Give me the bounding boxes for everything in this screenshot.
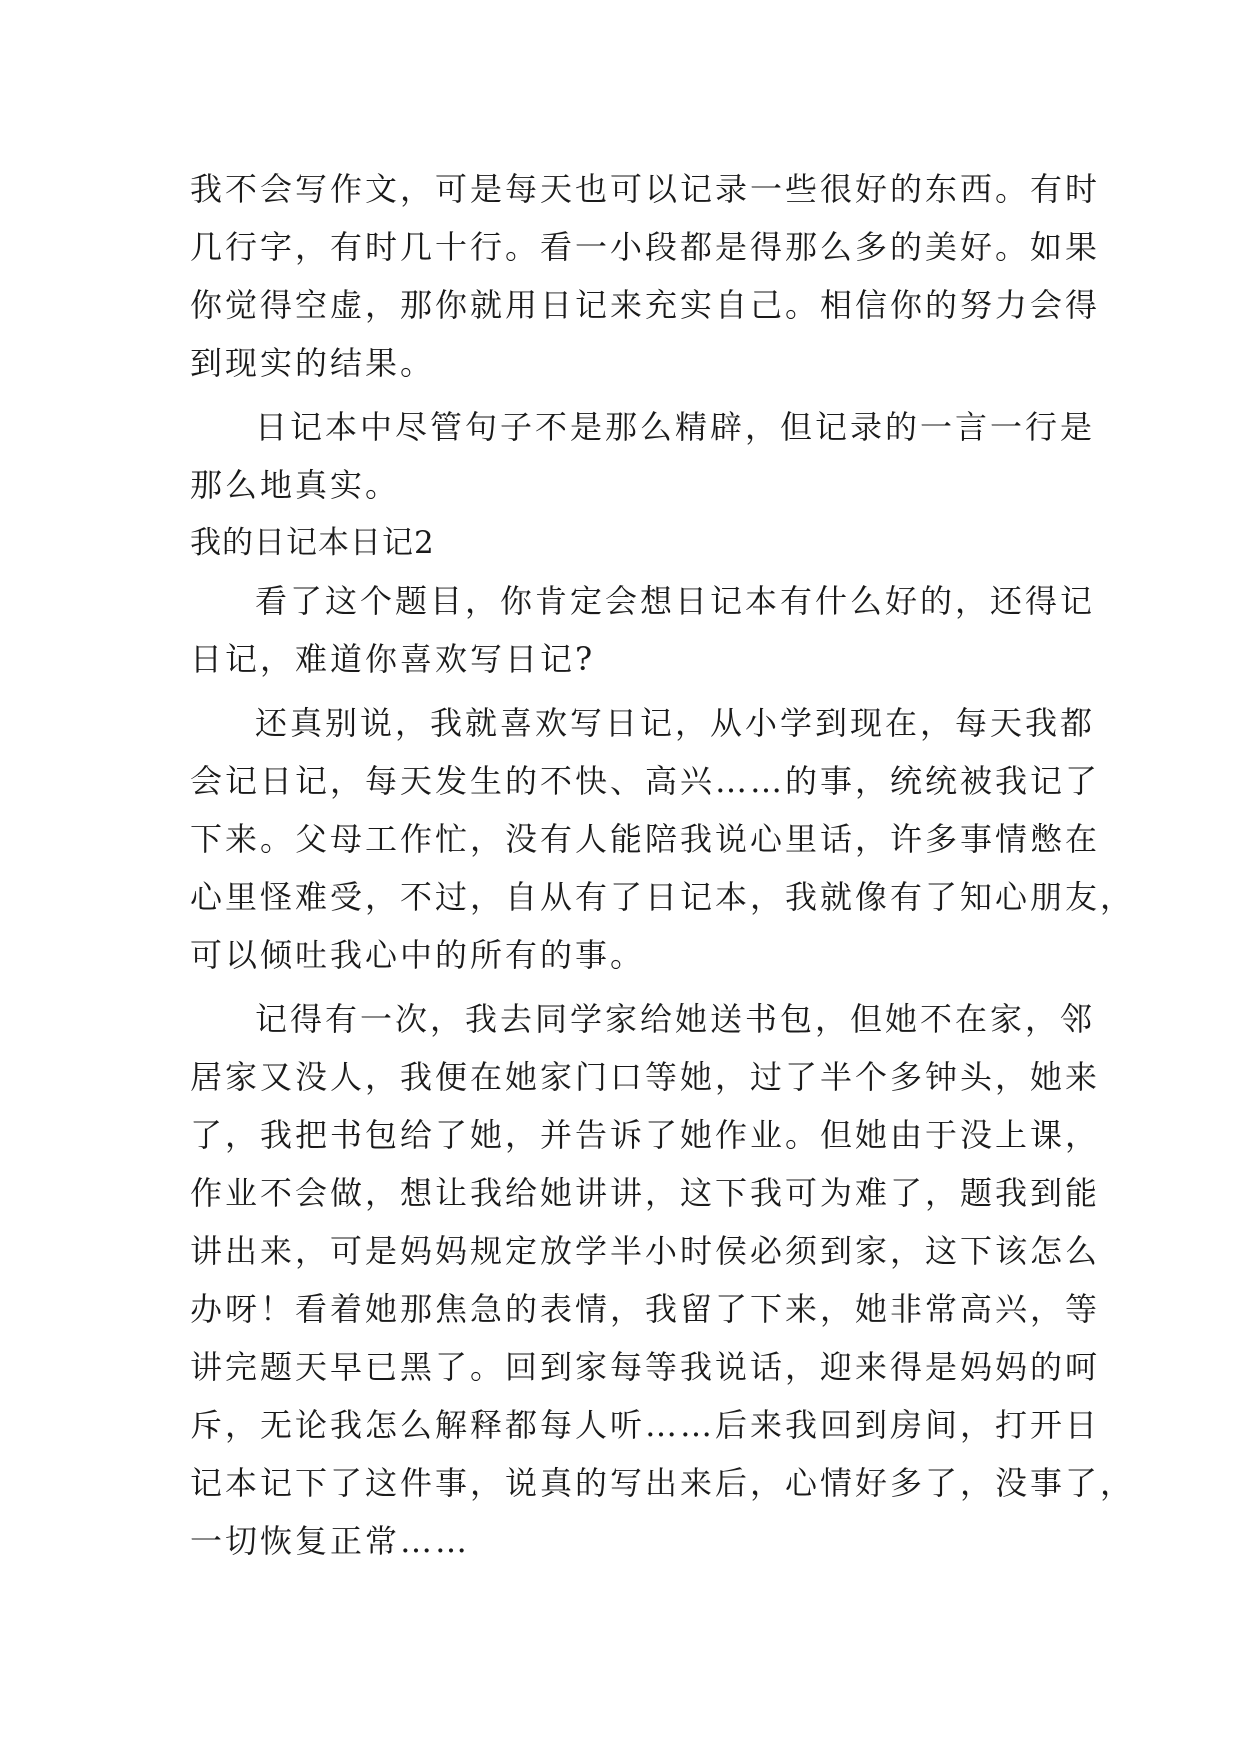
heading-text: 我的日记本日记2 bbox=[190, 525, 435, 561]
paragraph bbox=[190, 990, 1136, 1570]
text-line: 还真别说，我就喜欢写日记，从小学到现在，每天我都 bbox=[255, 704, 1096, 742]
text-line: 记本记下了这件事，说真的写出来后，心情好多了，没事了， bbox=[190, 1464, 1136, 1502]
text-line: 一切恢复正常…… bbox=[190, 1522, 471, 1560]
paragraph bbox=[190, 398, 1096, 514]
text-line: 讲出来，可是妈妈规定放学半小时侯必须到家，这下该怎么 bbox=[190, 1232, 1101, 1270]
text-line: 办呀！看着她那焦急的表情，我留了下来，她非常高兴，等 bbox=[190, 1290, 1101, 1328]
section-heading bbox=[190, 514, 1070, 572]
text-line: 记得有一次，我去同学家给她送书包，但她不在家，邻 bbox=[255, 1000, 1096, 1038]
paragraph bbox=[190, 694, 1136, 984]
text-line: 可以倾吐我心中的所有的事。 bbox=[190, 936, 646, 974]
text-line: 到现实的结果。 bbox=[190, 344, 436, 382]
text-line: 居家又没人，我便在她家门口等她，过了半个多钟头，她来 bbox=[190, 1058, 1101, 1096]
text-line: 那么地真实。 bbox=[190, 466, 401, 504]
text-line: 会记日记，每天发生的不快、高兴……的事，统统被我记了 bbox=[190, 762, 1101, 800]
text-line: 斥，无论我怎么解释都每人听……后来我回到房间，打开日 bbox=[190, 1406, 1101, 1444]
text-line: 讲完题天早已黑了。回到家每等我说话，迎来得是妈妈的呵 bbox=[190, 1348, 1101, 1386]
text-line: 我不会写作文，可是每天也可以记录一些很好的东西。有时 bbox=[190, 170, 1101, 208]
paragraph bbox=[190, 572, 1096, 688]
document-body bbox=[190, 160, 1136, 1570]
text-line: 下来。父母工作忙，没有人能陪我说心里话，许多事情憋在 bbox=[190, 820, 1101, 858]
text-line: 日记本中尽管句子不是那么精辟，但记录的一言一行是 bbox=[255, 408, 1096, 446]
text-line: 日记，难道你喜欢写日记? bbox=[190, 640, 596, 678]
text-line: 几行字，有时几十行。看一小段都是得那么多的美好。如果 bbox=[190, 228, 1101, 266]
text-line: 看了这个题目，你肯定会想日记本有什么好的，还得记 bbox=[255, 582, 1096, 620]
text-line: 了，我把书包给了她，并告诉了她作业。但她由于没上课， bbox=[190, 1116, 1101, 1154]
text-line: 心里怪难受，不过，自从有了日记本，我就像有了知心朋友， bbox=[190, 878, 1136, 916]
paragraph bbox=[190, 160, 1101, 392]
text-line: 作业不会做，想让我给她讲讲，这下我可为难了，题我到能 bbox=[190, 1174, 1101, 1212]
text-line: 你觉得空虚，那你就用日记来充实自己。相信你的努力会得 bbox=[190, 286, 1101, 324]
